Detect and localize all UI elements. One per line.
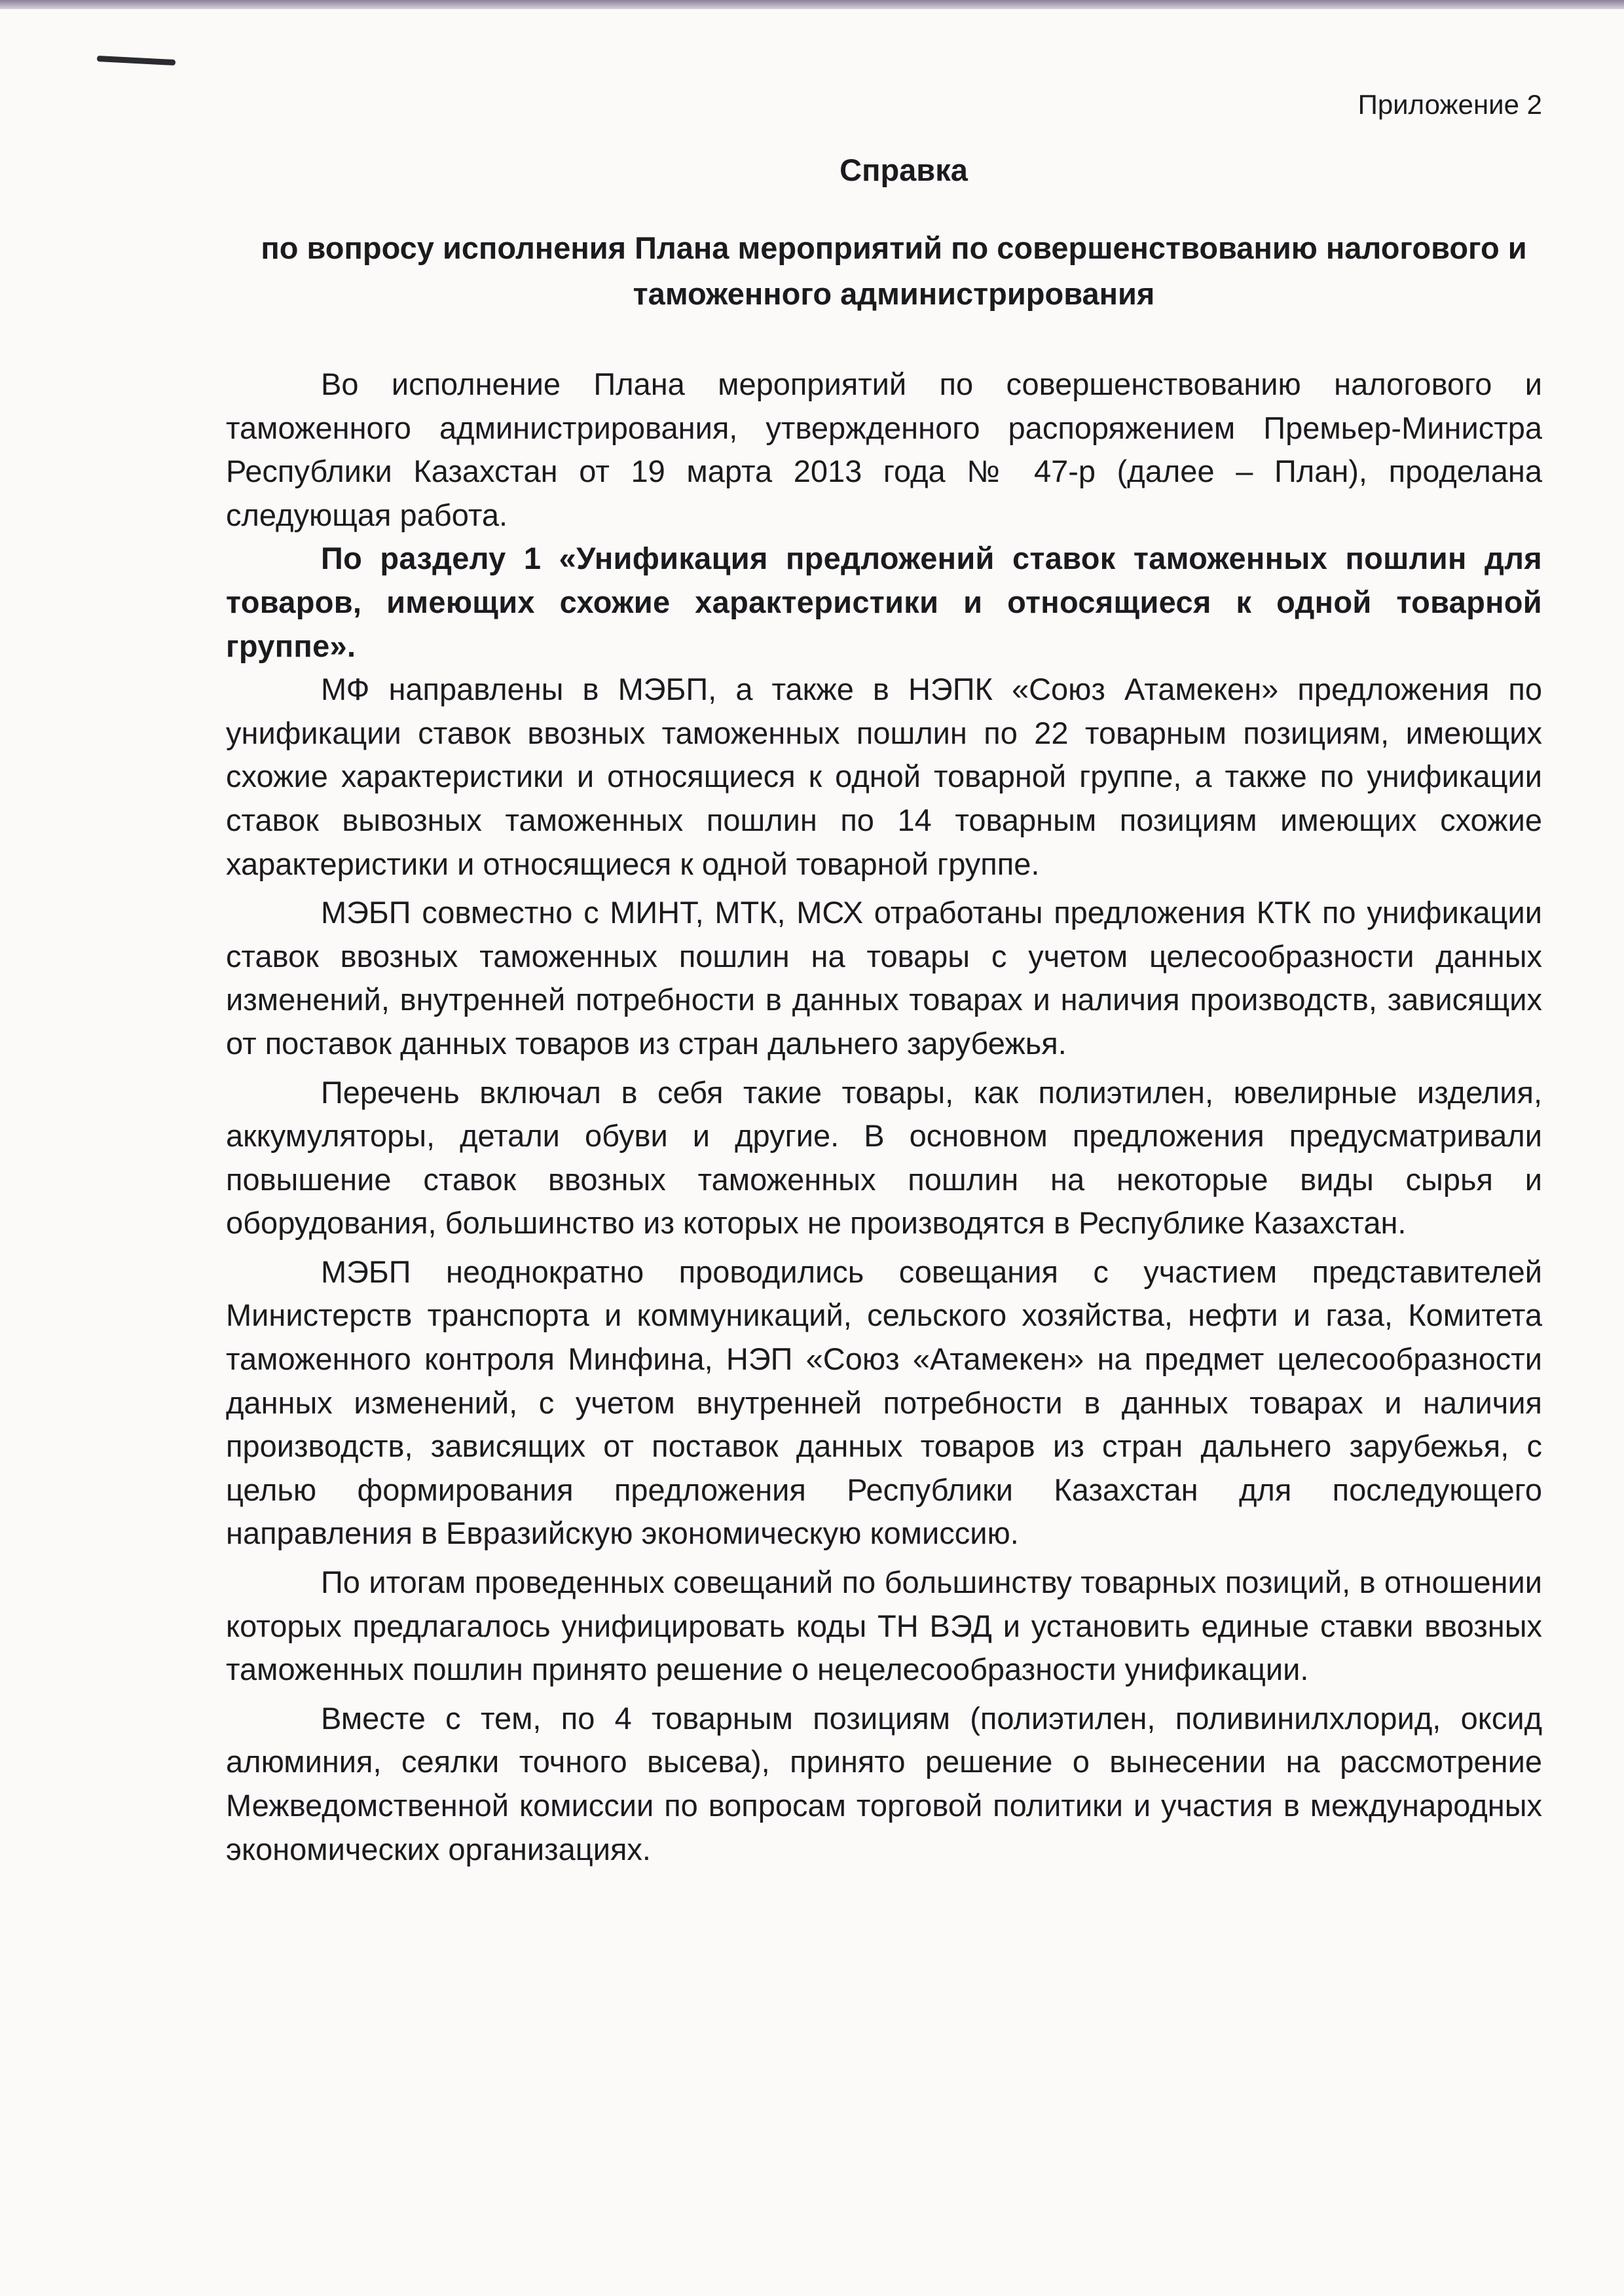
document-title: Справка <box>840 153 968 187</box>
paragraph-goods-list: Перечень включал в себя такие товары, как полиэтилен, ювелирные изделия, аккумуляторы, детали обуви и другие. В основном предложения предусматривали повышение ставок ввозных таможенных пошлин на некоторые виды сырья и оборудования, большинство из которых не производятся в Республике Казахстан. <box>226 1074 1542 1241</box>
scan-top-edge <box>0 0 1624 9</box>
paragraph-mebp-review: МЭБП совместно с МИНТ, МТК, МСХ отработаны предложения КТК по унификации ставок ввозных таможенных пошлин на товары с учетом целесообразности данных изменений, внутренней потребности в данных товарах и наличия производств, зависящих от поставок данных товаров из стран дальнего зарубежья. <box>226 895 1542 1061</box>
section-heading: По разделу 1 «Унификация предложений ставок таможенных пошлин для товаров, имеющих схожие характеристики и относящиеся к одной товарной группе». <box>226 541 1542 663</box>
paragraph-results: По итогам проведенных совещаний по большинству товарных позиций, в отношении которых предлагалось унифицировать коды ТН ВЭД и установить единые ставки ввозных таможенных пошлин принято решение о нецелесообразности унификации. <box>226 1565 1542 1687</box>
paragraph-meetings: МЭБП неоднократно проводились совещания с участием представителей Министерств транспорта и коммуникаций, сельского хозяйства, нефти и газа, Комитета таможенного контроля Минфина, НЭП «Союз «Атамекен» на предмет целесообразности данных изменений, с учетом внутренней потребности в данных товарах и наличия производств, зависящих от поставок данных товаров из стран дальнего зарубежья, с целью формирования предложения Республики Казахстан для последующего направления в Евразийскую экономическую комиссию. <box>226 1254 1542 1551</box>
paragraph-intro: Во исполнение Плана мероприятий по совершенствованию налогового и таможенного администрирования, утвержденного распоряжением Премьер-Министра Республики Казахстан от 19 марта 2013 года № 47-р (далее – План), проделана следующая работа. <box>226 367 1542 532</box>
document-page <box>226 79 1542 1871</box>
paragraph-decision: Вместе с тем, по 4 товарным позициям (полиэтилен, поливинилхлорид, оксид алюминия, сеялки точного высева), принято решение о вынесении на рассмотрение Межведомственной комиссии по вопросам торговой политики и участия в международных экономических организациях. <box>226 1700 1542 1867</box>
pen-mark <box>97 56 175 65</box>
document-subtitle: по вопросу исполнения Плана мероприятий по совершенствованию налогового и таможенного администрирования <box>261 230 1527 311</box>
annex-label: Приложение 2 <box>1357 89 1542 120</box>
paragraph-mf-proposals: МФ направлены в МЭБП, а также в НЭПК «Союз Атамекен» предложения по унификации ставок ввозных таможенных пошлин по 22 товарным позициям, имеющих схожие характеристики и относящиеся к одной товарной группе, а также по унификации ставок вывозных таможенных пошлин по 14 товарным позициям имеющих схожие характеристики и относящиеся к одной товарной группе. <box>226 672 1542 881</box>
